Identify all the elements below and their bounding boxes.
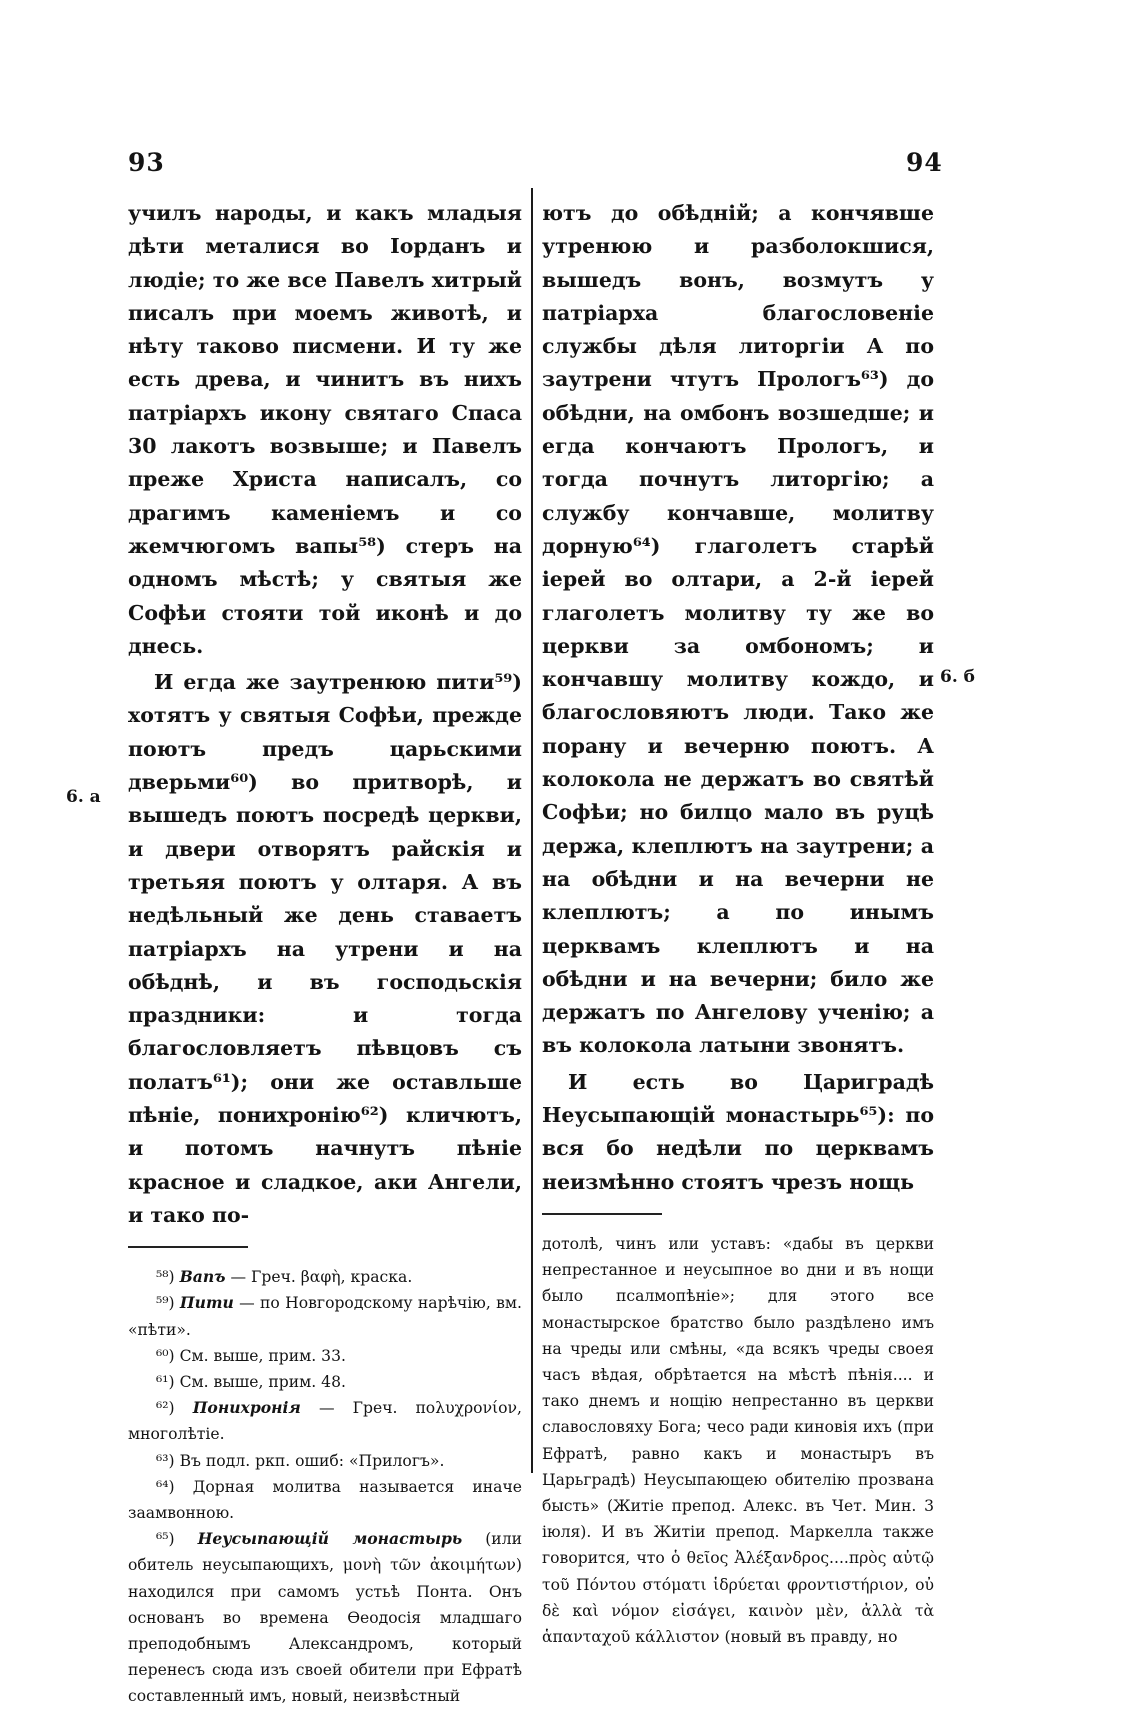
- footnote-text: См. выше, прим. 33.: [179, 1346, 346, 1365]
- left-column: [128, 197, 522, 1710]
- right-paragraph-1: ютъ до обѣдній; а кончявше утренюю и разболокшися, вышедъ вонъ, возмутъ у патріарха благословеніе службы дѣля литоргіи А по заутрени чтутъ Прологъ⁶³) до обѣдни, на омбонъ возшедше; и егда кончаютъ Прологъ, и тогда почнутъ литоргію; а службу кончавше, молитву дорную⁶⁴) глаголетъ старѣй іерей во олтари, а 2-й іерей глаголетъ молитву ту же во церкви за омбономъ; и кончавшу молитву кождо, и благословяютъ люди. Тако же порану и вечерню поютъ. А колокола не держатъ во святѣй Софѣи; но билцо мало въ руцѣ держа, клеплютъ на заутрени; а на обѣдни и на вечерни не клеплютъ; а по инымъ церквамъ клеплютъ и на обѣдни и на вечерни; било же держатъ по Ангелову ученію; а въ колокола латыни звонятъ.: [542, 201, 934, 1058]
- footnote-58: [128, 1264, 522, 1290]
- footnote-63: [128, 1448, 522, 1474]
- margin-note-left: 6. а: [66, 787, 101, 807]
- footnote-text: (или обитель неусыпающихъ, μονὴ τῶν ἀκοιμήτων) находился при самомъ устьѣ Понта. Онъ основанъ во времена Ѳеодосія младшаго преподобнымъ Александромъ, который перенесъ сюда изъ своей обители при Ефратѣ составленный имъ, новый, неизвѣстный: [128, 1530, 522, 1706]
- right-footnotes: [542, 1231, 934, 1650]
- left-footnotes: [128, 1264, 522, 1709]
- left-main-text: [128, 197, 522, 1232]
- footnote-text: Въ подл. ркп. ошиб: «Прилогъ».: [179, 1451, 445, 1470]
- margin-note-right: 6. б: [940, 667, 976, 687]
- footnote-61: [128, 1369, 522, 1395]
- footnote-64: [128, 1474, 522, 1526]
- page-number-left: 93: [128, 148, 165, 177]
- footnote-mark: ⁶⁴): [156, 1477, 175, 1496]
- footnote-mark: ⁶⁵): [156, 1530, 175, 1549]
- footnote-59: [128, 1290, 522, 1342]
- footnote-mark: ⁶¹): [156, 1373, 175, 1392]
- footnote-60: [128, 1343, 522, 1369]
- footnote-mark: ⁶²): [156, 1399, 175, 1418]
- footnote-mark: ⁵⁹): [156, 1294, 175, 1313]
- footnote-rule-left: [128, 1246, 248, 1248]
- footnote-text: — по Новгородскому нарѣчію, вм. «пѣти».: [128, 1294, 522, 1339]
- footnote-mark: ⁶⁰): [156, 1346, 175, 1365]
- footnote-65-continuation: дотолѣ, чинъ или уставъ: «дабы въ церкви непрестанное и неусыпное во дни и въ нощи было псалмопѣніе»; для этого все монастырское братство было раздѣлено имъ на чреды или смѣны, «да всякъ чреды своея часъ вѣдая, обрѣтается на мѣстѣ пѣнія.... и тако днемъ и нощію непрестанно въ церкви славословяху Бога; чесо ради киновія ихъ (при Ефратѣ, равно какъ и монастыръ въ Царьградѣ) Неусыпающею обителію прозвана бысть» (Житіе препод. Алекс. въ Чет. Мин. 3 іюля). И въ Житіи препод. Маркелла также говорится, что ὁ θεῖος Ἀλέξανδρος....πρὸς αὐτῷ τοῦ Πόντου στόματι ἱδρύεται φροντιστήριον, οὐ δὲ καὶ νόμον εἰσάγει, καινὸν μὲν, ἀλλὰ τὰ ἁπανταχοῦ κάλλιστον (новый въ правду, но: [542, 1234, 934, 1646]
- footnote-text: — Греч. πολυχρονίον, многолѣтіе.: [128, 1399, 522, 1444]
- footnote-term: Неусыпающій монастырь: [197, 1529, 463, 1549]
- footnote-text: Дорная молитва называется иначе заамвонною.: [128, 1477, 522, 1523]
- page-number-right: 94: [906, 148, 943, 177]
- right-column: [542, 197, 934, 1650]
- right-paragraph-2: И есть во Цариградѣ Неусыпающій монастырь⁶⁵): по вся бо недѣли по церквамъ неизмѣнно стоятъ чрезъ нощь: [542, 1069, 934, 1194]
- footnote-mark: ⁶³): [156, 1451, 175, 1470]
- footnote-62: [128, 1395, 522, 1447]
- footnote-text: — Греч. βαφὴ, краска.: [225, 1268, 413, 1287]
- left-paragraph-2: И егда же заутренюю пити⁵⁹) хотятъ у святыя Софѣи, прежде поютъ предъ царьскими дверьми⁶⁰) во притворѣ, и вышедъ поютъ посредѣ церкви, и двери отворятъ райскія и третьяя поютъ у олтаря. А въ недѣльный же день ставаетъ патріархъ на утрени и на обѣднѣ, и въ господьскія праздники: и тогда благословляетъ пѣвцовъ съ полатъ⁶¹); они же оставльше пѣніе, понихронію⁶²) кличютъ, и потомъ начнутъ пѣніе красное и сладкое, аки Ангели, и тако по-: [128, 670, 522, 1227]
- footnote-text: См. выше, прим. 48.: [179, 1373, 346, 1392]
- footnote-mark: ⁵⁸): [156, 1268, 175, 1287]
- footnote-rule-right: [542, 1213, 662, 1215]
- footnote-term: Понихронія: [192, 1398, 301, 1418]
- column-divider: [531, 188, 533, 1473]
- footnote-65: [128, 1526, 522, 1709]
- footnote-term: Пити: [179, 1293, 234, 1313]
- left-paragraph-1: училъ народы, и какъ младыя дѣти металися во Іорданъ и людіе; то же все Павелъ хитрый писалъ при моемъ животѣ, и нѣту таково писмени. И ту же есть древа, и чинитъ въ нихъ патріархъ икону святаго Спаса 30 лакотъ возвыше; и Павелъ преже Христа написалъ, со драгимъ каменіемъ и со жемчюгомъ вапы⁵⁸) стеръ на одномъ мѣстѣ; у святыя же Софѣи стояти той иконѣ и до днесь.: [128, 201, 522, 658]
- footnote-term: Вапъ: [179, 1267, 226, 1287]
- right-main-text: [542, 197, 934, 1199]
